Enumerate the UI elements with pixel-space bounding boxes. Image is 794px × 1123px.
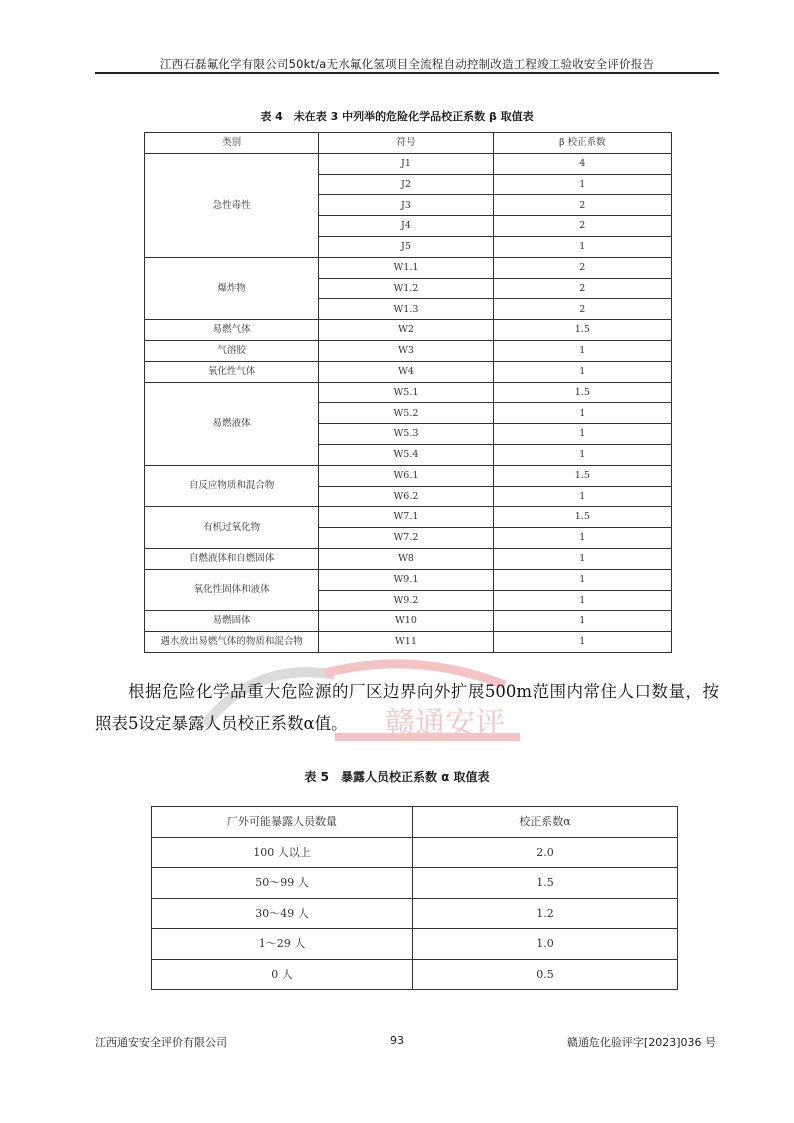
- table-row: [145, 548, 672, 569]
- table-row: [145, 465, 672, 486]
- category-cell: 易燃液体: [145, 382, 319, 465]
- table-row: [145, 153, 672, 174]
- beta-cell: 1: [493, 424, 671, 445]
- alpha-cell: 1.0: [413, 929, 678, 960]
- symbol-cell: J1: [319, 153, 493, 174]
- table5: [151, 806, 678, 990]
- table-row: [145, 320, 672, 341]
- category-cell: 自燃液体和自燃固体: [145, 548, 319, 569]
- table-row: [145, 632, 672, 653]
- page-number: 93: [390, 1034, 404, 1047]
- category-cell: 急性毒性: [145, 153, 319, 257]
- beta-cell: 1: [493, 174, 671, 195]
- symbol-cell: W11: [319, 632, 493, 653]
- symbol-cell: W5.4: [319, 444, 493, 465]
- population-cell: 100 人以上: [152, 837, 413, 868]
- header-rule: [95, 72, 719, 74]
- table-row: [145, 257, 672, 278]
- symbol-cell: W6.2: [319, 486, 493, 507]
- table-row: [152, 837, 678, 868]
- beta-cell: 1: [493, 340, 671, 361]
- beta-cell: 1.5: [493, 320, 671, 341]
- population-cell: 0 人: [152, 959, 413, 990]
- population-cell: 50～99 人: [152, 868, 413, 899]
- table-header-cell: β 校正系数: [493, 133, 671, 154]
- beta-cell: 1.5: [493, 382, 671, 403]
- table-row: [145, 507, 672, 528]
- footer-doc-number: 赣通危化验评字[2023]036 号: [566, 1036, 716, 1049]
- table-row: [152, 868, 678, 899]
- table-header-cell: 校正系数α: [413, 807, 678, 838]
- symbol-cell: J2: [319, 174, 493, 195]
- table-header-row: [152, 807, 678, 838]
- stamp-text: 赣通安评: [385, 706, 505, 741]
- table-header-cell: 厂外可能暴露人员数量: [152, 807, 413, 838]
- beta-cell: 1: [493, 403, 671, 424]
- category-cell: 气溶胶: [145, 340, 319, 361]
- population-cell: 30～49 人: [152, 898, 413, 929]
- symbol-cell: W4: [319, 361, 493, 382]
- alpha-cell: 1.5: [413, 868, 678, 899]
- symbol-cell: W1.3: [319, 299, 493, 320]
- body-paragraph: 根据危险化学品重大危险源的厂区边界向外扩展500m范围内常住人口数量，按照表5设定暴露人员校正系数α值。: [95, 682, 719, 733]
- beta-cell: 2: [493, 278, 671, 299]
- symbol-cell: J3: [319, 195, 493, 216]
- table-header-cell: 类别: [145, 133, 319, 154]
- table-row: [145, 382, 672, 403]
- table-header-cell: 符号: [319, 133, 493, 154]
- table-row: [145, 361, 672, 382]
- beta-cell: 1: [493, 611, 671, 632]
- beta-cell: 2: [493, 257, 671, 278]
- beta-cell: 1: [493, 528, 671, 549]
- table-row: [152, 898, 678, 929]
- beta-cell: 2: [493, 195, 671, 216]
- category-cell: 易燃气体: [145, 320, 319, 341]
- beta-cell: 1: [493, 569, 671, 590]
- category-cell: 遇水放出易燃气体的物质和混合物: [145, 632, 319, 653]
- category-cell: 氧化性气体: [145, 361, 319, 382]
- beta-cell: 1: [493, 632, 671, 653]
- symbol-cell: W6.1: [319, 465, 493, 486]
- population-cell: 1～29 人: [152, 929, 413, 960]
- footer-company: 江西通安安全评价有限公司: [95, 1036, 227, 1049]
- symbol-cell: W8: [319, 548, 493, 569]
- beta-cell: 1.5: [493, 465, 671, 486]
- page-header: 江西石磊氟化学有限公司50kt/a无水氟化氢项目全流程自动控制改造工程竣工验收安全评价报告: [159, 57, 655, 71]
- table-row: [152, 959, 678, 990]
- category-cell: 易燃固体: [145, 611, 319, 632]
- symbol-cell: W5.1: [319, 382, 493, 403]
- symbol-cell: W2: [319, 320, 493, 341]
- beta-cell: 1: [493, 361, 671, 382]
- symbol-cell: W9.2: [319, 590, 493, 611]
- symbol-cell: W5.2: [319, 403, 493, 424]
- symbol-cell: W7.2: [319, 528, 493, 549]
- beta-cell: 2: [493, 216, 671, 237]
- alpha-cell: 1.2: [413, 898, 678, 929]
- symbol-cell: W7.1: [319, 507, 493, 528]
- symbol-cell: W9.1: [319, 569, 493, 590]
- table4: [144, 132, 672, 653]
- alpha-cell: 0.5: [413, 959, 678, 990]
- table5-caption: 表 5 暴露人员校正系数 α 取值表: [304, 770, 490, 784]
- beta-cell: 1.5: [493, 507, 671, 528]
- category-cell: 氧化性固体和液体: [145, 569, 319, 611]
- category-cell: 有机过氧化物: [145, 507, 319, 549]
- table-row: [145, 569, 672, 590]
- beta-cell: 1: [493, 444, 671, 465]
- beta-cell: 1: [493, 548, 671, 569]
- beta-cell: 1: [493, 590, 671, 611]
- table-row: [152, 929, 678, 960]
- alpha-cell: 2.0: [413, 837, 678, 868]
- beta-cell: 1: [493, 236, 671, 257]
- table-row: [145, 340, 672, 361]
- category-cell: 自反应物质和混合物: [145, 465, 319, 507]
- symbol-cell: J4: [319, 216, 493, 237]
- table-header-row: [145, 133, 672, 154]
- table-row: [145, 611, 672, 632]
- beta-cell: 4: [493, 153, 671, 174]
- beta-cell: 2: [493, 299, 671, 320]
- table4-caption: 表 4 未在表 3 中列举的危险化学品校正系数 β 取值表: [260, 110, 534, 123]
- category-cell: 爆炸物: [145, 257, 319, 319]
- symbol-cell: W1.1: [319, 257, 493, 278]
- symbol-cell: W3: [319, 340, 493, 361]
- symbol-cell: W5.3: [319, 424, 493, 445]
- beta-cell: 1: [493, 486, 671, 507]
- symbol-cell: W1.2: [319, 278, 493, 299]
- symbol-cell: W10: [319, 611, 493, 632]
- symbol-cell: J5: [319, 236, 493, 257]
